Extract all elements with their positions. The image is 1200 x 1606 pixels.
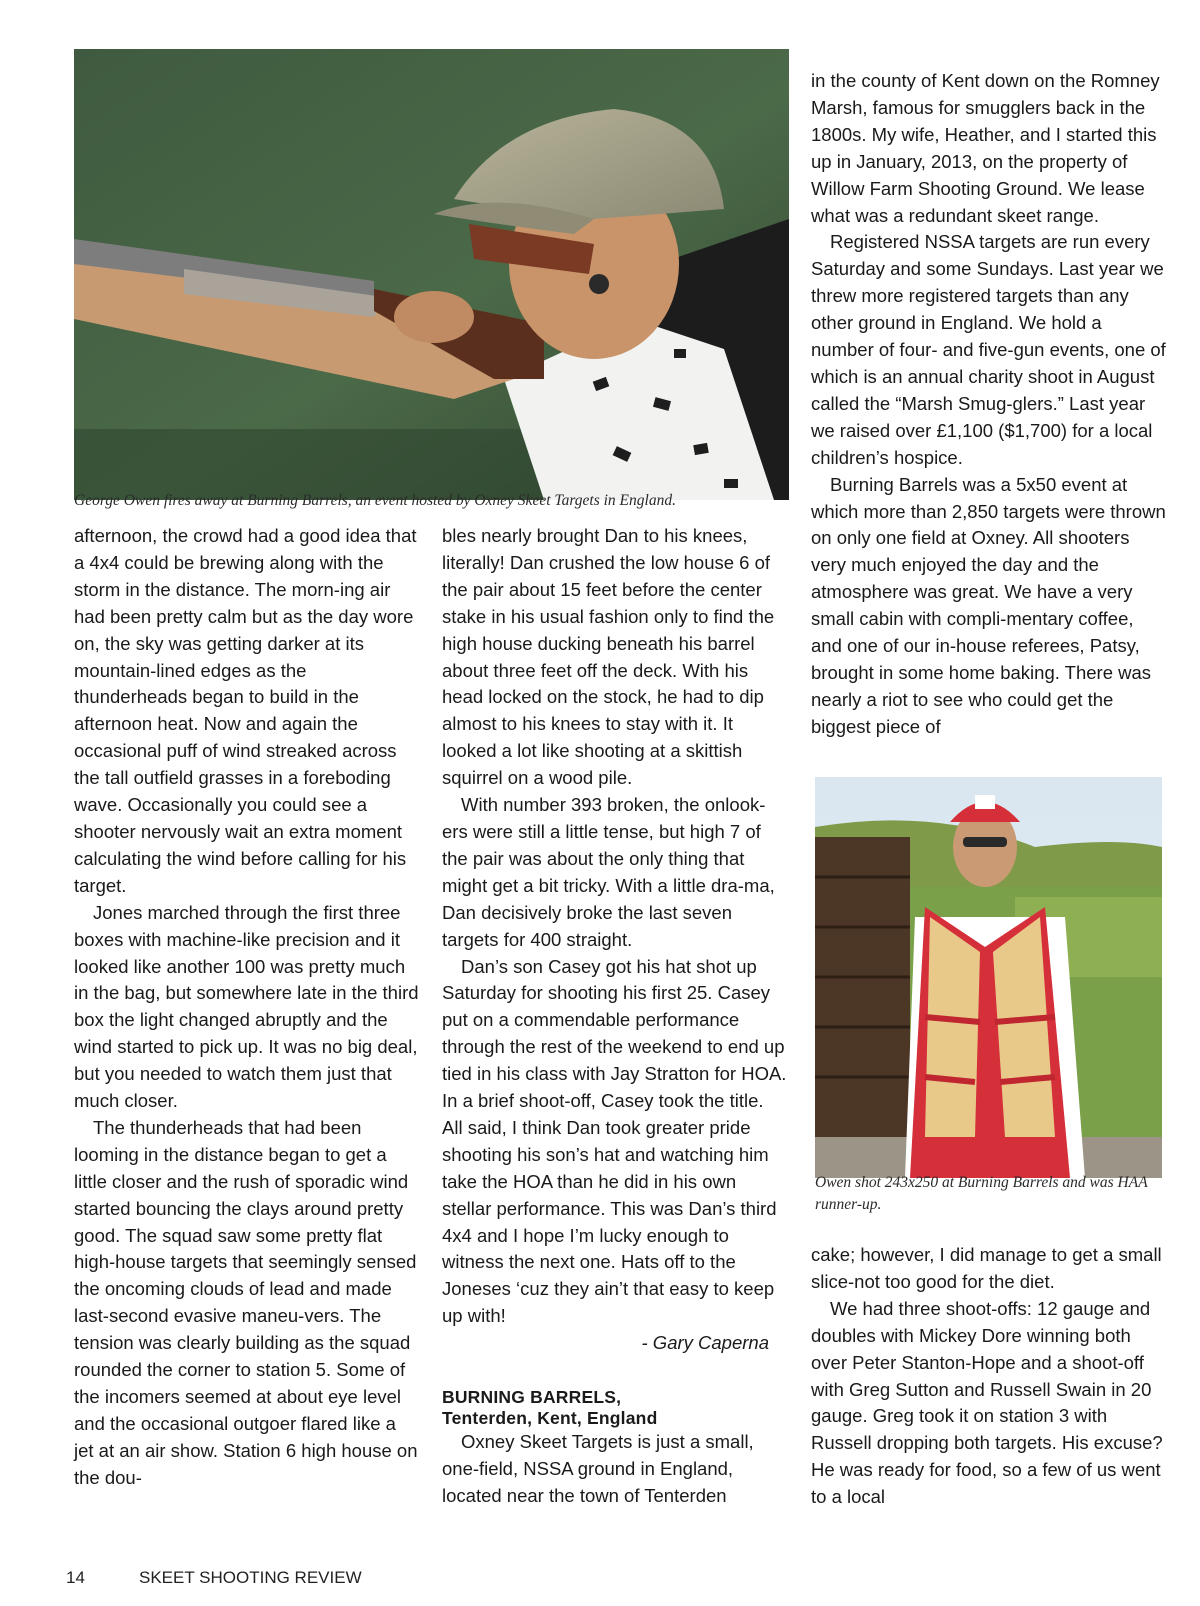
- section-heading: [442, 1387, 787, 1429]
- section-heading-location: Tenterden, Kent, England: [442, 1408, 658, 1429]
- author-signature: - Gary Caperna: [641, 1332, 769, 1354]
- paragraph: Oxney Skeet Targets is just a small, one-field, NSSA ground in England, located near the town of Tenterden: [442, 1431, 754, 1506]
- photo-shooter-george-owen: [74, 49, 789, 500]
- photo2-caption: Owen shot 243x250 at Burning Barrels and was HAA runner-up.: [815, 1174, 1148, 1213]
- paragraph: afternoon, the crowd had a good idea that a 4x4 could be brewing along with the storm in the distance. The morn-ing air had been pretty calm but as the day wore on, the sky was getting darker at its mountain-lined edges as the thunderheads began to build in the afternoon heat. Now and again the occasional puff of wind streaked across the tall outfield grasses in a foreboding wave. Occasionally you could see a shooter nervously wait an extra moment calculating the wind before calling for his target.: [74, 525, 417, 896]
- article-column-1: [74, 523, 419, 1492]
- shooter-illustration: [74, 49, 789, 500]
- page-number: 14: [66, 1568, 85, 1587]
- photo-owen-portrait: [815, 777, 1162, 1178]
- paragraph: in the county of Kent down on the Romney Marsh, famous for smugglers back in the 1800s. My wife, Heather, and I started this up in January, 2013, on the property of Willow Farm Shooting Ground. We lease what was a redundant skeet range.: [811, 70, 1160, 226]
- portrait-illustration: [815, 777, 1162, 1178]
- paragraph: Jones marched through the first three boxes with machine-like precision and it looked like another 100 was pretty much in the bag, but somewhere late in the third box the light changed abruptly and the wind started to pick up. It was no big deal, but you needed to watch them just that much closer.: [74, 901, 419, 1112]
- photo1-caption: George Owen fires away at Burning Barrels, an event hosted by Oxney Skeet Targets in England.: [74, 492, 676, 509]
- article-column-3-bottom: [811, 1242, 1166, 1511]
- paragraph: With number 393 broken, the onlook-ers were still a little tense, but high 7 of the pair was about the only thing that might get a bit tricky. With a little dra-ma, Dan decisively broke the last seven targets for 400 straight.: [442, 794, 775, 950]
- section-heading-title: BURNING BARRELS,: [442, 1387, 622, 1408]
- article-column-2: [442, 523, 787, 1510]
- paragraph: Registered NSSA targets are run every Saturday and some Sundays. Last year we threw more registered targets than any other ground in England. We hold a number of four- and five-gun events, one of which is an annual charity shoot in August called the “Marsh Smug-glers.” Last year we raised over £1,100 ($1,700) for a local children’s hospice.: [811, 231, 1166, 468]
- publication-name: SKEET SHOOTING REVIEW: [139, 1568, 362, 1587]
- paragraph: Dan’s son Casey got his hat shot up Saturday for shooting his first 25. Casey put on a commendable performance through the rest of the weekend to end up tied in his class with Jay Stratton for HOA. In a brief shoot-off, Casey took the title. All said, I think Dan took greater pride shooting his son’s hat and watching him take the HOA than he did in his own stellar performance. This was Dan’s third 4x4 and I hope I’m lucky enough to witness the next one. Hats off to the Joneses ‘cuz they ain’t that easy to keep up with!: [442, 955, 787, 1327]
- paragraph: The thunderheads that had been looming in the distance began to get a little closer and the rush of sporadic wind started bouncing the clays around pretty good. The squad saw some pretty flat high-house targets that seemingly sensed the oncoming clouds of lead and made last-second evasive maneu-vers. The tension was clearly building as the squad rounded the corner to station 5. Some of the incomers seemed at about eye level and the occasional outgoer flared like a jet at an air show. Station 6 high house on the dou-: [74, 1116, 418, 1488]
- paragraph: bles nearly brought Dan to his knees, literally! Dan crushed the low house 6 of the pair about 15 feet before the center stake in his usual fashion only to find the high house ducking beneath his barrel about three feet off the deck. With his head locked on the stock, he had to dip almost to his knees to stay with it. It looked a lot like shooting at a skittish squirrel on a wood pile.: [442, 525, 775, 789]
- paragraph: cake; however, I did manage to get a small slice-not too good for the diet.: [811, 1244, 1162, 1292]
- article-column-3-top: [811, 68, 1166, 741]
- paragraph: Burning Barrels was a 5x50 event at which more than 2,850 targets were thrown on only one field at Oxney. All shooters very much enjoyed the day and the atmosphere was great. We have a very small cabin with compli-mentary coffee, and one of our in-house referees, Patsy, brought in some home baking. There was nearly a riot to see who could get the biggest piece of: [811, 473, 1166, 737]
- paragraph: We had three shoot-offs: 12 gauge and doubles with Mickey Dore winning both over Peter Stanton-Hope and a shoot-off with Greg Sutton and Russell Swain in 20 gauge. Greg took it on station 3 with Russell dropping both targets. His excuse? He was ready for food, so a few of us went to a local: [811, 1297, 1163, 1508]
